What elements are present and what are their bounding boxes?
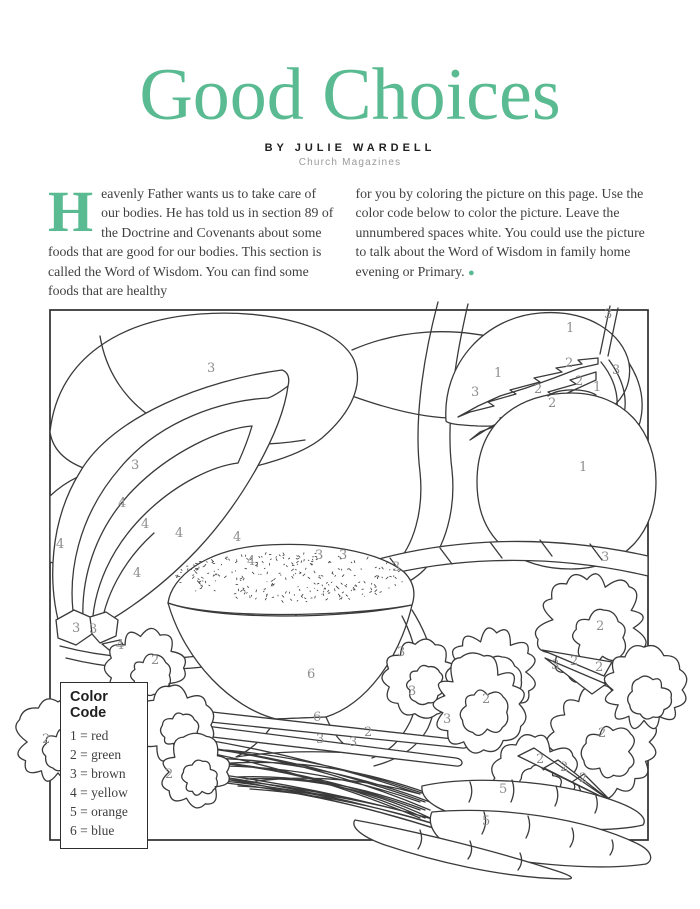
region-number-label: 3 [443,712,452,727]
page-header [0,0,700,168]
region-number-label: 2 [364,725,373,740]
region-number-label: 3 [408,684,417,699]
region-number-label: 1 [593,380,602,395]
region-number-label: 1 [494,366,503,381]
color-code-entry: 5 = orange [70,804,128,819]
region-number-label: 5 [499,782,508,797]
region-number-label: 3 [392,560,401,575]
region-number-label: 1 [566,321,575,336]
region-number-label: 3 [316,732,325,747]
region-number-label: 1 [579,460,588,475]
region-number-label: 4 [116,638,125,653]
region-number-label: 3 [349,735,358,750]
region-number-label: 2 [482,692,491,707]
region-number-label: 4 [247,554,256,569]
region-number-label: 2 [536,752,545,767]
byline: BY JULIE WARDELL [264,142,436,154]
region-number-label: 3 [89,622,98,637]
region-number-label: 4 [56,537,65,552]
intro-right-text: for you by coloring the picture on this page. Use the color code below to color the picture. Leave the unnumbered spaces white. You could use the picture to talk about the Word of Wisdom in family home evening or Primary. [355,186,645,279]
organization: Church Magazines [298,157,402,168]
intro-paragraph-left [48,179,338,300]
intro-left-text: eavenly Father wants us to take care of our bodies. He has told us in section 89 of the Doctrine and Covenants about some foods that are good for our bodies. This section is called the Word of Wisdom. You can find some foods that are healthy [48,186,334,299]
region-number-label: 4 [133,566,142,581]
region-number-label: 3 [207,361,216,376]
region-number-label: 3 [339,548,348,563]
color-code-entry: 3 = brown [70,766,126,781]
region-number-label: 2 [565,356,574,371]
region-number-label: 4 [118,496,127,511]
region-number-label: 6 [313,710,322,725]
region-number-label: 2 [560,760,569,775]
region-number-label: 2 [548,396,557,411]
intro-columns [0,179,700,300]
region-number-label: 2 [151,653,160,668]
region-number-label: 2 [575,374,584,389]
region-number-label: 2 [570,654,579,669]
region-number-label: 2 [534,382,543,397]
region-number-label: 3 [612,363,621,378]
region-number-label: 3 [471,385,480,400]
end-bullet: ● [468,266,475,279]
region-number-label: 2 [595,660,604,675]
region-number-label: 2 [165,767,174,782]
region-number-label: 3 [397,645,406,660]
dropcap: H [48,179,94,244]
region-number-label: 3 [604,307,613,322]
color-code-entry: 6 = blue [70,823,115,838]
color-code-heading: Color Code [70,689,108,721]
region-number-label: 3 [72,621,81,636]
region-number-label: 3 [551,658,560,673]
region-number-label: 4 [175,526,184,541]
region-number-label: 5 [482,814,491,829]
page-title: Good Choices [139,54,561,136]
region-number-label: 6 [307,667,316,682]
color-code-entry: 2 = green [70,747,122,762]
color-code-box [60,682,148,849]
region-number-label: 2 [596,619,605,634]
coloring-activity [0,300,700,880]
broccoli-floret [604,646,686,729]
region-number-label: 3 [131,458,140,473]
color-code-entry: 4 = yellow [70,785,128,800]
region-number-label: 3 [601,550,610,565]
region-number-label: 4 [141,517,150,532]
region-number-label: 3 [315,548,324,563]
color-code-entry: 1 = red [70,728,109,743]
region-number-label: 4 [233,530,242,545]
region-number-label: 2 [579,771,588,786]
region-number-label: 2 [598,726,607,741]
intro-paragraph-right [356,184,646,300]
rice-mound [168,544,414,614]
region-number-label: 2 [42,732,51,747]
